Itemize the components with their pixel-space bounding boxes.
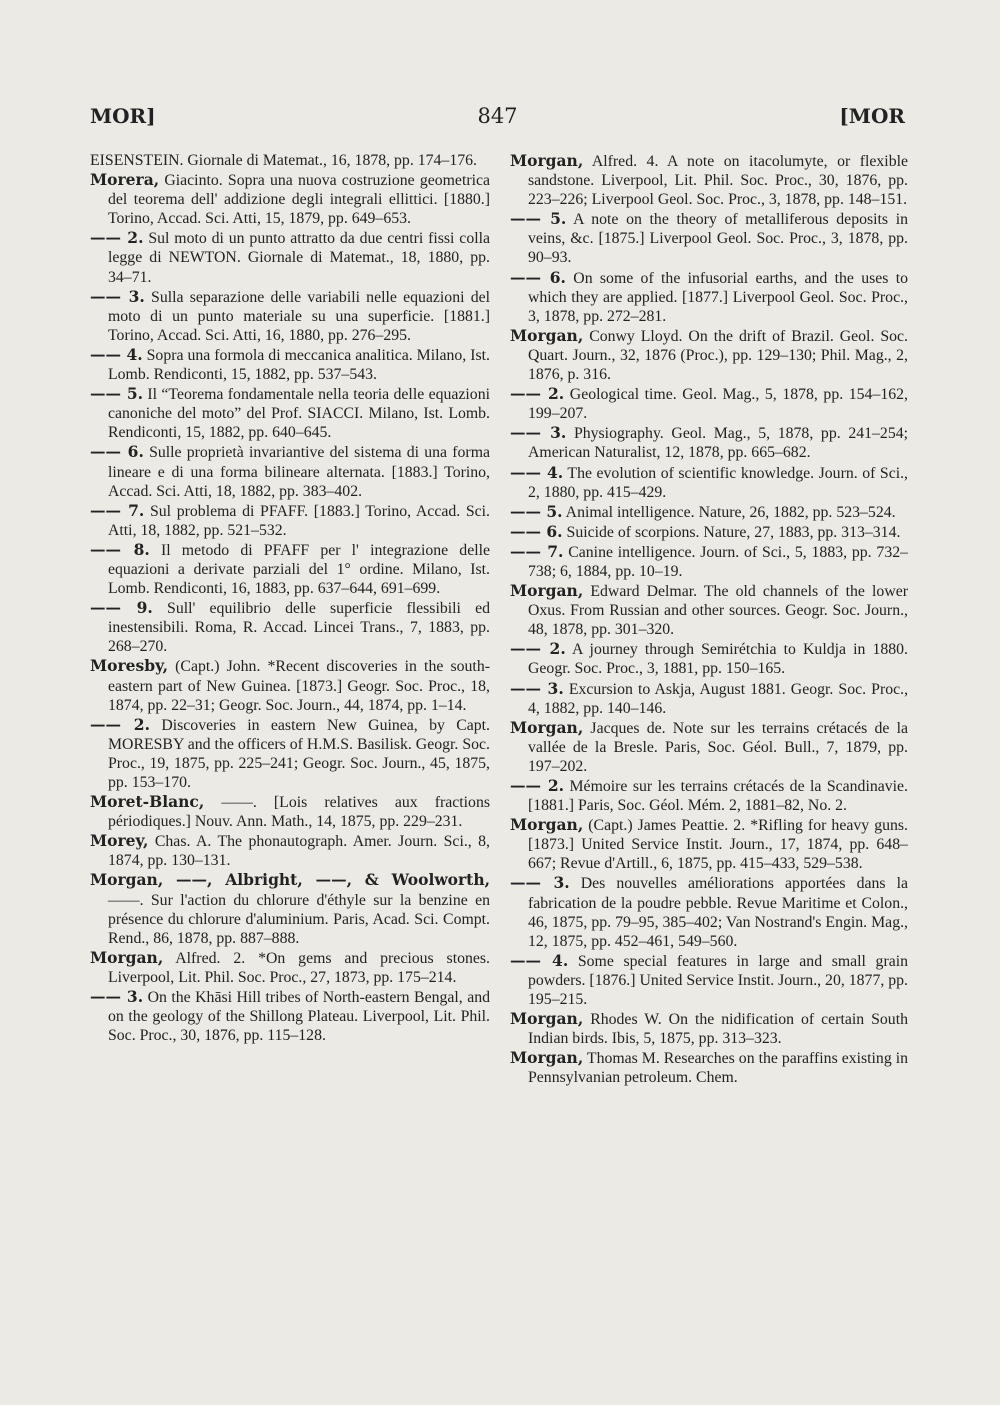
entry-heading: —— 6.: [510, 521, 563, 541]
bibliography-entry: [510, 502, 908, 522]
entry-heading: —— 3.: [510, 873, 570, 893]
entry-text: Canine intelligence. Journ. of Sci., 5, 1883, pp. 732–738; 6, 1884, pp. 10–19.: [528, 543, 908, 580]
bibliography-entry: [510, 209, 908, 267]
bibliography-entry: [90, 540, 490, 598]
entry-heading: —— 6.: [510, 267, 566, 287]
entry-heading: —— 3.: [90, 286, 145, 306]
entry-text: (Capt.) James Peattie. 2. *Rifling for heavy guns. [1873.] United Service Instit. Journ., 17, 1874, pp. 648–667; Revue d'Artill., 6, 1875, pp. 415–433, 529–538.: [528, 817, 908, 873]
entry-text: Rhodes W. On the nidification of certain South Indian birds. Ibis, 5, 1875, pp. 313–323.: [528, 1011, 908, 1048]
bibliography-entry: [90, 228, 490, 286]
bibliography-entry: [90, 831, 490, 870]
bibliography-entry: [90, 948, 490, 987]
bibliography-entry: [510, 384, 908, 423]
bibliography-entry: [510, 581, 908, 639]
entry-heading: Morera,: [90, 170, 160, 190]
entry-text: Alfred. 4. A note on itacolumyte, or flexible sandstone. Liverpool, Lit. Phil. Soc. Proc., 30, 1876, pp. 223–226; Liverpool Geol. Soc. Proc., 3, 1878, pp. 148–151.: [528, 153, 908, 209]
bibliography-entry: [510, 151, 908, 209]
bibliography-entry: [510, 718, 908, 776]
entry-heading: —— 4.: [510, 950, 569, 970]
entry-text: Sul problema di PFAFF. [1883.] Torino, Accad. Sci. Atti, 18, 1882, pp. 521–532.: [108, 502, 490, 539]
entry-heading: —— 2.: [510, 639, 566, 659]
bibliography-entry: [510, 639, 908, 678]
entry-text: Giacinto. Sopra una nuova costruzione geometrica del teorema dell' addizione degli integrali ellittici. [1880.] Torino, Accad. Sci. Atti, 15, 1879, pp. 649–653.: [108, 172, 490, 228]
entry-heading: —— 5.: [510, 209, 567, 229]
entry-text: Sulla separazione delle variabili nelle equazioni del moto di un punto materiale su una superficie. [1881.] Torino, Accad. Sci. Atti, 16, 1880, pp. 276–295.: [108, 288, 490, 344]
entry-heading: Morgan,: [510, 1009, 584, 1029]
entry-text: Animal intelligence. Nature, 26, 1882, pp. 523–524.: [565, 503, 896, 521]
entry-heading: —— 2.: [510, 776, 565, 795]
entry-heading: —— 4.: [90, 344, 143, 364]
bibliography-entry: [90, 287, 490, 345]
entry-text: ——. [Lois relatives aux fractions périodiques.] Nouv. Ann. Math., 14, 1875, pp. 229–231.: [108, 794, 490, 831]
bibliography-entry: [90, 170, 490, 228]
entry-heading: —— 5.: [510, 501, 563, 521]
bibliography-entry: [90, 151, 490, 170]
entry-text: On some of the infusorial earths, and the uses to which they are applied. [1877.] Liverpool Geol. Soc. Proc., 3, 1878, pp. 272–281.: [528, 269, 908, 325]
bibliography-entry: [510, 873, 908, 950]
bibliography-entry: [90, 598, 490, 656]
entry-text: EISENSTEIN. Giornale di Matemat., 16, 1878, pp. 174–176.: [90, 152, 477, 169]
bibliography-entry: [90, 656, 490, 714]
bibliography-entry: [90, 345, 490, 384]
entry-heading: —— 7.: [90, 500, 145, 520]
page-number: 847: [477, 104, 518, 128]
entry-heading: —— 3.: [510, 678, 564, 698]
bibliography-entry: [510, 326, 908, 384]
bibliography-entry: [90, 442, 490, 500]
entry-text: ——. Sur l'action du chlorure d'éthyle sur la benzine en présence du chlorure d'aluminium. Paris, Acad. Sci. Compt. Rend., 86, 1878, pp. 887–888.: [108, 891, 490, 947]
entry-text: A journey through Semirétchia to Kuldja in 1880. Geogr. Soc. Proc., 3, 1881, pp. 150–165.: [528, 641, 908, 678]
bibliography-entry: [510, 542, 908, 581]
entry-text: (Capt.) John. *Recent discoveries in the south-eastern part of New Guinea. [1873.] Geogr. Soc. Proc., 18, 1874, pp. 22–31; Geogr. Soc. Journ., 44, 1874, pp. 1–14.: [108, 658, 490, 714]
entry-text: On the Khāsi Hill tribes of North-eastern Bengal, and on the geology of the Shillong Plateau. Liverpool, Lit. Phil. Soc. Proc., 30, 1876, pp. 115–128.: [108, 989, 490, 1045]
entry-text: Mémoire sur les terrains crétacés de la Scandinavie. [1881.] Paris, Soc. Géol. Mém. 2, 1881–82, No. 2.: [528, 778, 908, 815]
entry-heading: —— 3.: [510, 423, 567, 443]
bibliography-entry: [510, 423, 908, 462]
entry-heading: Morgan,: [90, 947, 164, 967]
bibliography-entry: [510, 522, 908, 542]
bibliography-entry: [510, 776, 908, 815]
entry-text: Jacques de. Note sur les terrains crétacés de la vallée de la Bresle. Paris, Soc. Géol. Bull., 7, 1879, pp. 197–202.: [528, 719, 908, 775]
bibliography-entry: [510, 1009, 908, 1048]
entry-text: Alfred. 2. *On gems and precious stones. Liverpool, Lit. Phil. Soc. Proc., 27, 1873, pp. 175–214.: [108, 949, 490, 986]
entry-heading: Morgan, ——, Albright, ——, & Woolworth,: [90, 870, 490, 890]
bibliography-entry: [510, 463, 908, 502]
bibliography-entry: [90, 384, 490, 442]
entry-heading: Moret-Blanc,: [90, 792, 205, 812]
entry-text: Sopra una formola di meccanica analitica. Milano, Ist. Lomb. Rendiconti, 15, 1882, pp. 537–543.: [108, 346, 490, 384]
right-column: [510, 151, 908, 1251]
entry-heading: —— 9.: [90, 598, 153, 618]
entry-text: Geological time. Geol. Mag., 5, 1878, pp. 154–162, 199–207.: [528, 386, 908, 423]
entry-heading: Morgan,: [510, 717, 584, 737]
entry-text: Excursion to Askja, August 1881. Geogr. Soc. Proc., 4, 1882, pp. 140–146.: [528, 680, 908, 717]
entry-text: Edward Delmar. The old channels of the lower Oxus. From Russian and other sources. Geogr. Soc. Journ., 48, 1878, pp. 301–320.: [528, 583, 908, 639]
entry-heading: Morgan,: [510, 151, 584, 170]
entry-text: Conwy Lloyd. On the drift of Brazil. Geol. Soc. Quart. Journ., 32, 1876 (Proc.), pp. 129–130; Phil. Mag., 2, 1876, p. 316.: [528, 327, 908, 384]
bibliography-entry: [510, 268, 908, 326]
entry-text: Physiography. Geol. Mag., 5, 1878, pp. 241–254; American Naturalist, 12, 1878, pp. 665–682.: [528, 425, 908, 462]
header-right-label: [MOR: [839, 104, 905, 128]
entry-heading: Moresby,: [90, 656, 169, 676]
entry-heading: —— 4.: [510, 462, 564, 482]
bibliography-entry: [510, 1048, 908, 1087]
entry-text: Des nouvelles améliorations apportées dans la fabrication de la poudre pebble. Revue Maritime et Colon., 46, 1875, pp. 79–95, 385–402; Van Nostrand's Engin. Mag., 12, 1875, pp. 452–461, 549–560.: [528, 875, 908, 950]
entry-text: Chas. A. The phonautograph. Amer. Journ. Sci., 8, 1874, pp. 130–131.: [108, 833, 490, 870]
entry-text: The evolution of scientific knowledge. Journ. of Sci., 2, 1880, pp. 415–429.: [528, 464, 908, 501]
entry-heading: —— 2.: [510, 384, 565, 404]
bibliography-entry: [510, 679, 908, 718]
entry-text: Suicide of scorpions. Nature, 27, 1883, pp. 313–314.: [566, 523, 901, 541]
bibliography-entry: [510, 815, 908, 873]
entry-text: Discoveries in eastern New Guinea, by Capt. MORESBY and the officers of H.M.S. Basilisk. Geogr. Soc. Proc., 19, 1875, pp. 225–241; Geogr. Soc. Journ., 45, 1875, pp. 153–170.: [108, 716, 490, 791]
entry-heading: —— 7.: [510, 541, 564, 561]
bibliography-entry: [90, 501, 490, 540]
entry-heading: Morey,: [90, 831, 149, 851]
entry-text: Sul moto di un punto attratto da due centri fissi colla legge di NEWTON. Giornale di Matemat., 18, 1880, pp. 34–71.: [108, 230, 490, 286]
entry-heading: Morgan,: [510, 581, 584, 601]
bibliography-entry: [90, 715, 490, 792]
page-header: [90, 104, 905, 134]
entry-heading: —— 3.: [90, 987, 144, 1007]
entry-heading: —— 5.: [90, 384, 143, 404]
entry-text: Il “Teorema fondamentale nella teoria delle equazioni canoniche del moto” del Prof. SIACCI. Milano, Ist. Lomb. Rendiconti, 15, 1882, pp. 640–645.: [108, 386, 490, 442]
entry-text: Il metodo di PFAFF per l' integrazione delle equazioni a derivate parziali del 1° ordine. Milano, Ist. Lomb. Rendiconti, 16, 1883, pp. 637–644, 691–699.: [108, 541, 490, 598]
entry-heading: —— 6.: [90, 442, 144, 462]
bibliography-entry: [90, 987, 490, 1045]
entry-heading: —— 2.: [90, 714, 150, 734]
entry-text: Some special features in large and small grain powders. [1876.] United Service Instit. Journ., 20, 1877, pp. 195–215.: [528, 952, 908, 1009]
entry-text: A note on the theory of metalliferous deposits in veins, &c. [1875.] Liverpool Geol. Soc. Proc., 3, 1878, pp. 90–93.: [528, 211, 908, 267]
entry-text: Sulle proprietà invariantive del sistema di una forma lineare e di una forma bilineare alternata. [1883.] Torino, Accad. Sci. Atti, 18, 1882, pp. 383–402.: [108, 444, 490, 500]
entry-heading: —— 8.: [90, 539, 150, 559]
entry-text: Sull' equilibrio delle superficie flessibili ed inestensibili. Roma, R. Accad. Lincei Trans., 7, 1883, pp. 268–270.: [108, 600, 490, 656]
bibliography-entry: [90, 792, 490, 831]
header-left-label: MOR]: [90, 104, 156, 128]
entry-text: Thomas M. Researches on the paraffins existing in Pennsylvanian petroleum. Chem.: [528, 1050, 908, 1087]
entry-heading: Morgan,: [510, 815, 584, 835]
left-column: [90, 151, 490, 1251]
bibliography-entry: [510, 951, 908, 1009]
bibliography-entry: [90, 870, 490, 947]
entry-heading: —— 2.: [90, 228, 144, 248]
entry-heading: Morgan,: [510, 1048, 584, 1068]
entry-heading: Morgan,: [510, 325, 584, 345]
